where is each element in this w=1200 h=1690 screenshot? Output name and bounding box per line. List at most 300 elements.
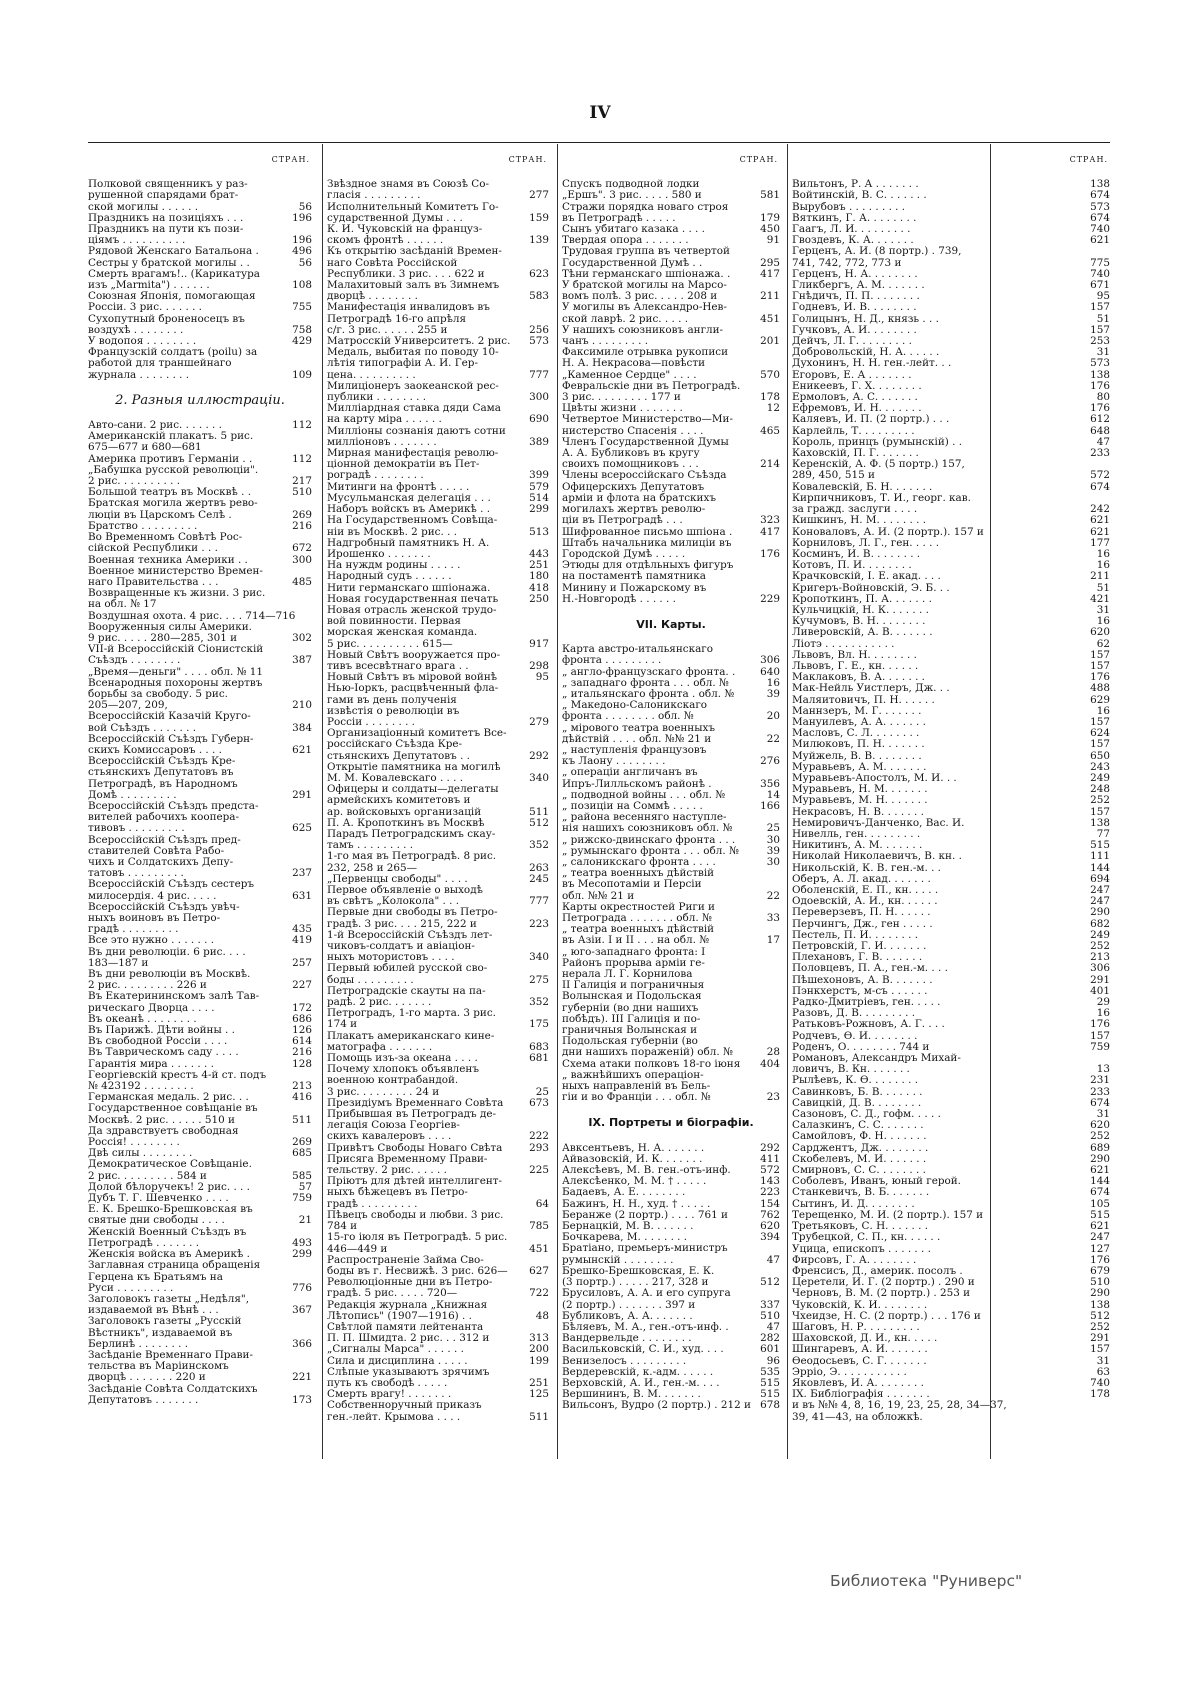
index-entry: [792, 392, 1110, 403]
entry-title: Георгіевскій крестъ 4-й ст. подъ № 423192 . . . . . . . .: [88, 1069, 267, 1093]
entry-page: 313: [529, 1332, 549, 1345]
entry-title: Плакатъ американскаго кине- матографа . . . . . . .: [327, 1030, 495, 1053]
index-entry: [327, 202, 549, 224]
entry-title: Демократическое Совѣщаніе. 2 рис. . . . . . . . . 584 и: [88, 1159, 252, 1182]
entry-page: 513: [529, 525, 549, 538]
entry-page: 157: [1090, 1029, 1110, 1042]
index-entry: [88, 347, 312, 381]
entry-title: Почему хлопокъ объявленъ военною контрабандой. 3 рис. . . . . . . . . 24 и: [327, 1064, 479, 1098]
index-entry: [792, 1019, 1110, 1030]
index-entry: [88, 246, 312, 257]
index-entry: [792, 1120, 1110, 1131]
entry-page: 511: [529, 1410, 549, 1423]
index-entry: [88, 1092, 312, 1103]
entry-page: 300: [529, 391, 549, 404]
entry-title: Въ дни революціи въ Москвѣ. 2 рис. . . . . . . . . 226 и: [88, 969, 251, 992]
entry-title: Котовъ, П. И. . . . . . . .: [792, 560, 912, 572]
entry-page: 176: [1090, 1018, 1110, 1031]
index-entry: [562, 857, 780, 868]
entry-title: Гвоздевъ, К. А. . . . . . .: [792, 235, 914, 247]
entry-title: Яковлевъ, И. А. . . . . . . .: [792, 1377, 924, 1389]
entry-page: 917: [529, 637, 549, 650]
index-entry: [88, 667, 312, 678]
section-heading: VII. Карты.: [636, 617, 706, 631]
entry-title: Львовъ, Вл. Н. . . . . . . .: [792, 649, 917, 661]
entry-page: 682: [1090, 917, 1110, 930]
entry-title: Чуковскій, К. И. . . . . . . .: [792, 1299, 928, 1311]
index-entry: [562, 1356, 780, 1367]
entry-page: 233: [1090, 1085, 1110, 1098]
index-entry: [562, 224, 780, 235]
entry-title: Верховскій, А. И., ген.-м. . . .: [562, 1377, 720, 1389]
entry-title: Распространеніе Займа Сво- боды въ г. Несвижѣ. 3 рис. 626—: [327, 1254, 508, 1277]
index-entry: [327, 583, 549, 594]
entry-title: Новый Свѣтъ вооружается про- тивъ всесвѣтнаго врага . .: [327, 649, 501, 672]
entry-title: Милліардная ставка дяди Сама на карту міра . . . . . .: [327, 403, 501, 426]
entry-page: 416: [292, 1091, 312, 1104]
entry-title: Кригеръ-Войновскій, Э. Б. . .: [792, 582, 950, 594]
index-entry: [327, 482, 549, 493]
index-entry: [562, 1344, 780, 1355]
entry-page: 356: [760, 777, 780, 790]
index-entry: [327, 762, 549, 784]
entry-page: 387: [292, 654, 312, 667]
entry-page: 128: [292, 1057, 312, 1070]
entry-title: Разовъ, Д. В. . . . . . . . .: [792, 1008, 916, 1020]
entry-page: 512: [529, 816, 549, 829]
entry-page: 16: [1096, 704, 1110, 717]
index-entry: [562, 381, 780, 403]
entry-page: 640: [760, 665, 780, 678]
index-entry: [327, 1031, 549, 1053]
index-entry: [327, 426, 549, 448]
entry-title: Наборъ войскъ въ Америкѣ . .: [327, 504, 491, 516]
entry-page: 245: [529, 872, 549, 885]
index-entry: [327, 1008, 549, 1030]
index-entry: [792, 739, 1110, 750]
entry-page: 485: [292, 575, 312, 588]
entry-page: 674: [1090, 1096, 1110, 1109]
index-entry: [88, 734, 312, 756]
index-entry: [327, 302, 549, 336]
entry-title: Всероссійскій Съѣздъ Губерн- скихъ Комиссаровъ . . . .: [88, 733, 254, 756]
entry-title: Шингаревъ, А. И. . . . . . .: [792, 1344, 928, 1356]
entry-page: 625: [292, 822, 312, 835]
index-entry: [327, 728, 549, 762]
entry-title: Долой бѣлоручекъ! 2 рис. . . .: [88, 1181, 250, 1193]
entry-title: Мак-Нейль Уистлеръ, Дж. . .: [792, 683, 950, 695]
index-entry: [88, 566, 312, 588]
entry-title: 1-го мая въ Петроградѣ. 8 рис. 232, 258 и 265—: [327, 851, 497, 874]
entry-page: 621: [1090, 1164, 1110, 1177]
index-entry: [562, 1322, 780, 1333]
entry-title: Львовъ, Г. Е., кн. . . . . .: [792, 660, 919, 672]
entry-page: 674: [1090, 189, 1110, 202]
entry-title: Ковалевскій, Б. Н. . . . . . .: [792, 481, 933, 493]
entry-title: Уцица, епископъ . . . . . . .: [792, 1243, 931, 1255]
index-entry: [792, 560, 1110, 571]
index-entry: [792, 370, 1110, 381]
index-entry: [562, 1232, 780, 1243]
entry-title: Въ Таврическомъ саду . . . .: [88, 1047, 239, 1059]
index-entry: [792, 1367, 1110, 1378]
entry-page: 401: [1090, 984, 1110, 997]
entry-title: Исполнительный Комитетъ Го- сударственной Думы . . .: [327, 201, 499, 224]
entry-title: „Первенцы свободы" . . . .: [327, 873, 468, 885]
entry-page: 299: [292, 1248, 312, 1261]
index-entry: [327, 246, 549, 280]
index-entry: [792, 717, 1110, 728]
index-entry: [562, 470, 780, 526]
index-entry: [792, 1344, 1110, 1355]
entry-page: 252: [1090, 1130, 1110, 1143]
index-entry: [327, 1389, 549, 1400]
entry-page: 247: [1090, 884, 1110, 896]
entry-title: Германская медаль. 2 рис. . .: [88, 1092, 249, 1104]
entry-page: 249: [1090, 771, 1110, 784]
entry-title: Военное министерство Времен- наго Правительства . . .: [88, 565, 263, 588]
entry-title: Америка противъ Германіи . .: [88, 453, 253, 465]
entry-page: 614: [292, 1035, 312, 1048]
entry-title: Фирсовъ, Г. А. . . . . . . .: [792, 1254, 917, 1266]
entry-title: Пѣшехоновъ, А. В. . . . . . .: [792, 974, 933, 986]
entry-title: Милиціонеръ заокеанской рес- публики . . . . . . . .: [327, 380, 499, 404]
entry-title: Эрріо, Э. . . . . . . . . . .: [792, 1366, 907, 1378]
entry-title: „ салоникскаго фронта . . . .: [562, 856, 716, 868]
index-column-3: [562, 154, 780, 1412]
entry-page: 157: [1090, 738, 1110, 751]
entry-page: 256: [529, 323, 549, 336]
entry-page: 56: [298, 200, 312, 213]
entry-page: 172: [292, 1001, 312, 1014]
index-entry: [792, 1288, 1110, 1299]
entry-title: Факсимиле отрывка рукописи Н. А. Некрасова—повѣсти „Каменное Сердце" . . . .: [562, 347, 728, 381]
index-entry: [792, 997, 1110, 1008]
entry-page: 290: [1090, 906, 1110, 919]
entry-title: На Государственномъ Совѣща- ніи въ Москвѣ. 2 рис. . .: [327, 515, 498, 538]
entry-title: Савицкій, Д. В. . . . . . . .: [792, 1097, 922, 1109]
entry-page: 366: [292, 1337, 312, 1350]
entry-title: Гнѣдичъ, П. П. . . . . . . .: [792, 291, 920, 303]
index-entry: [792, 179, 1110, 190]
index-entry: [792, 538, 1110, 549]
index-entry: [562, 801, 780, 812]
entry-page: 12: [766, 402, 780, 415]
entry-page: 282: [760, 1332, 780, 1345]
entry-page: 23: [766, 1091, 780, 1104]
entry-page: 200: [529, 1343, 549, 1356]
index-entry: [88, 1159, 312, 1181]
entry-title: „ мірового театра военныхъ дѣйствій . . . . обл. №№ 21 и: [562, 722, 715, 745]
column-header: СТРАН.: [508, 155, 547, 164]
entry-title: Слѣпые указываютъ зрячимъ путь къ свободѣ . . . . .: [327, 1366, 490, 1389]
index-entry: [792, 202, 1110, 213]
entry-page: 221: [292, 1371, 312, 1384]
entry-title: Кропоткинъ, П. А. . . . . . .: [792, 593, 932, 605]
index-entry: [88, 902, 312, 936]
index-entry: [327, 538, 549, 560]
index-entry: [792, 1389, 1110, 1400]
entry-title: Терещенко, М. И. (2 портр.). 157 и: [792, 1209, 984, 1221]
index-entry: [792, 863, 1110, 874]
index-entry: [792, 728, 1110, 739]
index-column-1: [88, 154, 312, 1406]
entry-title: „ позиціи на Соммѣ . . . . .: [562, 800, 703, 812]
entry-title: Нити германскаго шпіонажа.: [327, 582, 491, 594]
entry-page: 201: [760, 335, 780, 348]
entry-page: 176: [760, 547, 780, 560]
index-entry: [792, 762, 1110, 773]
index-entry: [792, 1187, 1110, 1198]
index-entry: [792, 1143, 1110, 1154]
entry-title: Сухопутный броненосецъ въ воздухѣ . . . . . . . .: [88, 313, 245, 336]
entry-page: 112: [292, 452, 312, 465]
entry-title: Никольскій, К. В. ген.-м. . .: [792, 862, 941, 874]
entry-page: 583: [529, 290, 549, 303]
index-entry: [792, 1031, 1110, 1042]
index-entry: [88, 935, 312, 946]
entry-title: Вильтонъ, Р. А . . . . . . .: [792, 179, 919, 191]
entry-page: 775: [1090, 256, 1110, 269]
entry-title: Схема атаки полковъ 18-го іюня: [562, 1058, 741, 1070]
entry-page: 126: [292, 1024, 312, 1037]
entry-title: Беранже (2 портр.) . . . . 761 и: [562, 1209, 728, 1221]
index-entry: [562, 560, 780, 605]
entry-title: Герценъ, Н. А. . . . . . . .: [792, 268, 918, 280]
entry-title: Твердая опора . . . . . . .: [562, 235, 689, 247]
entry-page: 300: [292, 553, 312, 566]
entry-title: Заголовокъ газеты „Русскій Вѣстникъ", издаваемой въ Берлинѣ . . . . . . . .: [88, 1316, 242, 1350]
entry-page: 450: [760, 223, 780, 236]
entry-page: 237: [292, 867, 312, 880]
entry-title: Корниловъ, Л. Г., ген. . . . .: [792, 537, 940, 549]
index-entry: [88, 179, 312, 213]
entry-title: Сытинъ, И. Д. . . . . . . .: [792, 1198, 915, 1210]
entry-title: Муравьевъ, А. М. . . . . . .: [792, 761, 927, 773]
index-entry: [88, 498, 312, 520]
entry-title: Бѣляевъ, М. А., ген.-отъ-инф. .: [562, 1321, 729, 1333]
entry-title: „ Македоно-Салоникскаго фронта . . . . . . . . обл. №: [562, 700, 708, 723]
entry-page: 173: [292, 1393, 312, 1406]
index-entry: [327, 560, 549, 571]
entry-title: Пэнкхерстъ, м-съ . . . . . .: [792, 985, 928, 997]
entry-title: У водопоя . . . . . . . .: [88, 336, 197, 348]
index-entry: [562, 947, 780, 1059]
entry-page: 679: [1090, 1264, 1110, 1277]
index-entry: [792, 807, 1110, 818]
entry-page: 63: [1096, 1365, 1110, 1378]
index-entry: [792, 1322, 1110, 1333]
entry-title: У братской могилы на Марсо- вомъ полѣ. 3 рис. . . . . 208 и: [562, 280, 727, 303]
index-entry: [792, 1333, 1110, 1344]
index-entry: [327, 336, 549, 347]
entry-page: 418: [529, 581, 549, 594]
entry-title: Брусиловъ, А. А. и его супруга (2 портр.) . . . . . . . 397 и: [562, 1288, 731, 1311]
index-entry: [562, 1378, 780, 1389]
entry-page: 22: [766, 889, 780, 902]
entry-title: Авксентьевъ, Н. А. . . . . . .: [562, 1142, 705, 1154]
entry-page: 758: [292, 323, 312, 336]
header-rule: [88, 142, 1110, 143]
index-entry: [792, 706, 1110, 717]
page-number: IV: [589, 103, 611, 123]
entry-page: 421: [1090, 592, 1110, 605]
entry-page: 399: [529, 469, 549, 482]
entry-page: 572: [1090, 469, 1110, 482]
entry-title: У нашихъ союзниковъ англи- чанъ . . . . . . . . .: [562, 324, 724, 348]
entry-title: Маляитовичъ, П. Н. . . . . .: [792, 694, 935, 706]
entry-title: Муравьевъ, Н. М. . . . . . .: [792, 784, 928, 796]
entry-title: „ рижско-двинскаго фронта . . .: [562, 834, 736, 846]
index-entry: [327, 1232, 549, 1254]
index-entry: [327, 605, 549, 650]
entry-page: 394: [760, 1231, 780, 1244]
entry-page: 157: [1090, 1343, 1110, 1356]
entry-page: 785: [529, 1220, 549, 1233]
entry-page: 572: [760, 1164, 780, 1177]
section-heading: 2. Разныя иллюстраціи.: [115, 392, 285, 408]
entry-title: Станкевичъ, В. Б. . . . . . .: [792, 1187, 930, 1199]
index-entry: [562, 678, 780, 689]
entry-page: 243: [1090, 760, 1110, 773]
entry-title: „ наступленія французовъ къ Лаону . . . . . . . .: [562, 744, 707, 768]
entry-title: Члены всероссійскаго Съѣзда Офицерскихъ Депутатовъ арміи и флота на братскихъ могилахъ жертвъ револю- ціи въ Петроградѣ . . .: [562, 470, 727, 527]
entry-title: Вяткинъ, Г. А. . . . . . . .: [792, 212, 917, 224]
entry-title: Гучковъ, А. И. . . . . . . .: [792, 324, 917, 336]
entry-title: Новая государственная печать: [327, 593, 499, 605]
entry-page: 762: [760, 1208, 780, 1221]
entry-title: На нуждм родины . . . . .: [327, 560, 461, 572]
entry-page: 138: [1090, 178, 1110, 191]
entry-title: Первые дни свободы въ Петро- градѣ. 3 рис. . . . 215, 222 и: [327, 907, 498, 930]
entry-page: 411: [760, 1152, 780, 1165]
entry-title: Возвращенные къ жизни. 3 рис. на обл. № 17: [88, 588, 266, 611]
index-entry: [792, 616, 1110, 627]
entry-page: 683: [529, 1040, 549, 1053]
entry-title: Воздушная охота. 4 рис. . . . 714—716: [88, 610, 296, 622]
index-entry: [562, 902, 780, 924]
entry-title: Шаговъ, Н. Р. . . . . . . . .: [792, 1321, 920, 1333]
entry-title: VII-й Всероссійскій Сіонистскій Съѣздъ . . . . . . . .: [88, 644, 264, 667]
entry-title: Шаховской, Д. И., кн. . . . .: [792, 1333, 938, 1345]
entry-title: Звѣздное знамя въ Союзѣ Со- гласія . . . . . . . . .: [327, 179, 489, 202]
entry-page: 176: [1090, 1253, 1110, 1266]
entry-page: 77: [1096, 827, 1110, 840]
index-entry: [792, 885, 1110, 896]
index-entry: [327, 1356, 549, 1367]
entry-title: Керенскій, А. Ф. (5 портр.) 157, 289, 450, 515 и: [792, 459, 965, 482]
entry-page: 14: [766, 788, 780, 801]
index-entry: [562, 689, 780, 700]
index-entry: [792, 1154, 1110, 1165]
index-entry: [792, 583, 1110, 594]
entry-title: Бернацкій, М. В. . . . . . .: [562, 1221, 694, 1233]
entry-title: Оболенскій, Е. П., кн. . . . .: [792, 885, 939, 896]
entry-page: 295: [760, 256, 780, 269]
entry-page: 621: [1090, 525, 1110, 538]
entry-title: Петровскій, Г. И. . . . . . .: [792, 941, 927, 953]
index-entry: [88, 224, 312, 246]
entry-title: Нивелль, ген. . . . . . . . .: [792, 828, 921, 840]
index-entry: [562, 437, 780, 471]
column-separator: [787, 144, 788, 1459]
entry-page: 465: [760, 424, 780, 437]
entry-page: 352: [529, 996, 549, 1009]
index-entry: [562, 403, 780, 414]
entry-page: 64: [535, 1197, 549, 1210]
entry-title: „ подводной войны . . . обл. №: [562, 789, 726, 801]
entry-title: Малахитовый залъ въ Зимнемъ дворцѣ . . . . . . . .: [327, 280, 500, 303]
entry-title: Николай Николаевичъ, В. кн. .: [792, 851, 962, 863]
index-entry: [562, 1210, 780, 1221]
index-entry: [88, 1294, 312, 1316]
entry-page: 515: [760, 1376, 780, 1389]
entry-title: „ операціи англичанъ въ Ипръ-Лилльскомъ районѣ .: [562, 767, 712, 790]
entry-page: 211: [1090, 570, 1110, 583]
entry-title: Трубецкой, С. П., кн. . . . . .: [792, 1232, 941, 1244]
index-entry: [88, 420, 312, 431]
entry-title: Айвазовскій, И. К. . . . . . .: [562, 1153, 703, 1165]
entry-page: 157: [1090, 301, 1110, 314]
column-header: СТРАН.: [271, 155, 310, 164]
entry-title: „ юго-западнаго фронта: I Районъ прорыва арміи ге- нерала Л. Г. Корнилова II Галиція и пограничныя Волынская и Подольская губерніи (во дни нашихъ побѣдъ). III Галиція и по- граничныя Волынская и Подольская губерніи (во дни нашихъ пораженій) обл. №: [562, 946, 733, 1059]
entry-title: Надгробный памятникъ Н. А. Ирошенко . . . . . . .: [327, 537, 490, 560]
entry-page: 620: [1090, 1119, 1110, 1132]
entry-title: Чхеидзе, Н. С. (2 портр.) . . . 176 и: [792, 1310, 981, 1322]
entry-title: Родчевъ, Ѳ. И. . . . . . . .: [792, 1030, 918, 1042]
entry-page: 51: [1096, 581, 1110, 594]
entry-page: 144: [1090, 861, 1110, 874]
index-entry: [792, 1277, 1110, 1288]
entry-page: 291: [1090, 973, 1110, 986]
entry-title: 15-го іюля въ Петроградѣ. 5 рис. 446—449 и: [327, 1232, 508, 1255]
entry-page: 57: [298, 1180, 312, 1193]
entry-page: 109: [292, 368, 312, 381]
entry-page: 210: [292, 699, 312, 712]
entry-title: Герценъ, А. И. (8 портр.) . 739, 741, 742, 772, 773 и: [792, 246, 962, 269]
index-entry: [562, 667, 780, 678]
index-entry: [792, 639, 1110, 650]
entry-title: Салазкинъ, С. С. . . . . . .: [792, 1120, 924, 1132]
index-entry: [792, 907, 1110, 918]
entry-title: Некрасовъ, Н. В. . . . . . .: [792, 806, 924, 818]
entry-page: 211: [760, 290, 780, 303]
entry-title: Въ Екатерининскомъ залѣ Тав- рическаго Дворца . . . .: [88, 991, 260, 1014]
index-entry: [792, 1311, 1110, 1322]
index-entry: [562, 723, 780, 745]
entry-page: 247: [1090, 1231, 1110, 1244]
entry-page: 178: [760, 391, 780, 404]
entry-title: Женскія войска въ Америкѣ .: [88, 1249, 250, 1261]
entry-title: Вандервельде . . . . . . . .: [562, 1333, 692, 1345]
entry-page: 29: [1096, 996, 1110, 1009]
index-entry: [327, 504, 549, 515]
entry-page: 166: [760, 799, 780, 812]
entry-page: 249: [1090, 928, 1110, 941]
entry-title: Никитинъ, А. М. . . . . . .: [792, 840, 923, 852]
index-entry: [792, 930, 1110, 941]
entry-page: 196: [292, 211, 312, 224]
entry-title: Милліоны сознанія даютъ сотни милліоновъ . . . . . . .: [327, 425, 506, 448]
entry-title: и въ №№ 4, 8, 16, 19, 23, 25, 28, 34—37, 39, 41—43, на обложкѣ.: [792, 1400, 1007, 1423]
index-entry: [88, 1350, 312, 1384]
entry-title: 1-й Всероссійскій Съѣздъ лет- чиковъ-солдатъ и авіаціон- ныхъ мотористовъ . . . .: [327, 929, 493, 964]
entry-title: Свѣтлой памяти лейтенанта П. П. Шмидта. 2 рис. . . 312 и: [327, 1321, 490, 1345]
entry-title: „ района весенняго наступле- нія нашихъ союзниковъ обл. №: [562, 812, 733, 835]
index-entry: [88, 1059, 312, 1070]
entry-page: 367: [292, 1304, 312, 1317]
entry-title: Праздникъ на пути къ пози- ціямъ . . . . . . . . . .: [88, 224, 244, 247]
